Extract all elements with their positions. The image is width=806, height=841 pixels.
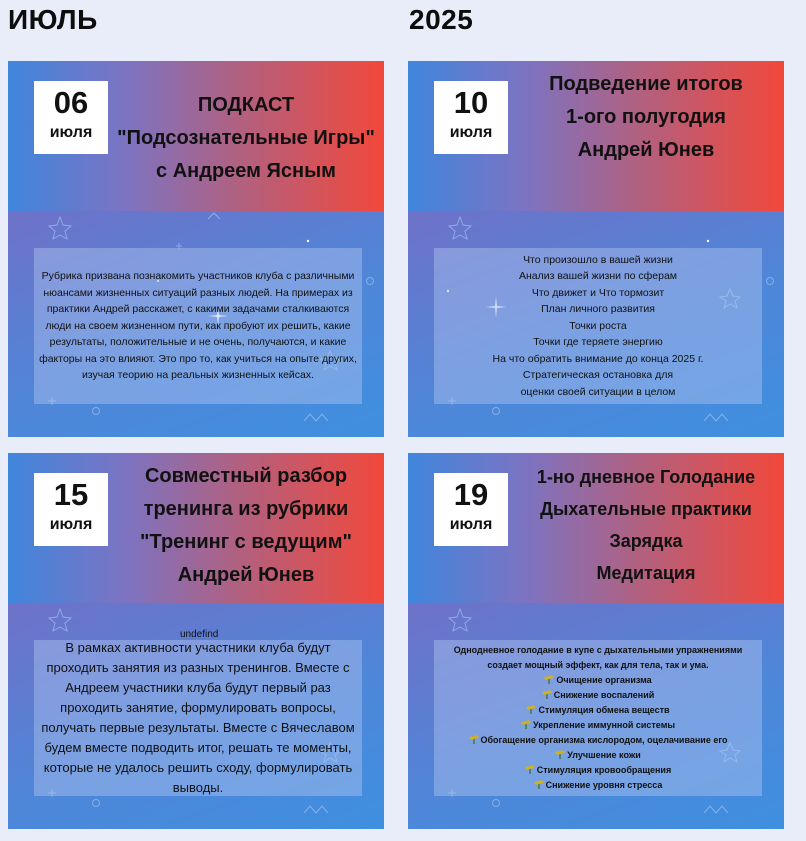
date-month: июля xyxy=(449,124,493,141)
title-line: "Тренинг с ведущим" xyxy=(140,531,352,553)
benefits-list xyxy=(469,673,728,793)
title-line: с Андреем Ясным xyxy=(156,159,336,182)
benefit-item xyxy=(469,748,728,763)
undefined-note: undefind xyxy=(180,629,219,640)
benefit-text: Снижение воспалений xyxy=(553,690,655,700)
event-card-1[interactable] xyxy=(8,61,384,437)
date-badge xyxy=(434,473,508,546)
title-line: Андрей Юнев xyxy=(577,139,715,161)
benefit-item xyxy=(469,763,728,778)
benefit-item xyxy=(469,703,728,718)
benefit-item xyxy=(469,688,728,703)
description-line: Стратегическая остановка для xyxy=(522,369,674,382)
benefit-item xyxy=(469,733,728,748)
event-title xyxy=(508,61,784,218)
benefit-item xyxy=(469,778,728,793)
date-day: 19 xyxy=(453,477,489,512)
title-line: тренинга из рубрики xyxy=(143,498,349,520)
title-line: 1-но дневное Голодание xyxy=(536,467,756,487)
sprout-icon xyxy=(526,704,536,714)
description-text: В рамках активности участники клуба будут проходить занятия из разных тренингов. Вместе с Андреем участники клуба будут первый раз проходить занятие, формулировать вопросы, получать первые результаты. Вместе с Вячеславом будем вместе подводить итог, решать те моменты, которые не удалось решить сходу, формулировать выводы. xyxy=(41,640,355,795)
sprout-icon xyxy=(521,719,531,729)
date-month: июля xyxy=(49,124,93,141)
description-line: Точки роста xyxy=(569,319,627,332)
title-line: Дыхательные практики xyxy=(540,499,752,519)
date-day: 10 xyxy=(453,85,489,120)
event-card-4[interactable] xyxy=(408,453,784,829)
description-text: Рубрика призвана познакомить участников клуба с различными нюансами жизненных ситуаций разных людей. На примерах из практики Андрей расскажет, с какими задачами сталкиваются люди на своем жизненном пути, как пробуют их решить, какие результаты, положительные и не очень, получаются, и какие факторы на это влияют. Это про то, как учиться на опыте других, изучая теорию на реальных жизненных кейсах. xyxy=(39,270,357,382)
date-day: 15 xyxy=(53,477,89,512)
event-description xyxy=(434,248,762,404)
year-heading: 2025 xyxy=(409,4,474,35)
title-line: "Подсознательные Игры" xyxy=(117,126,375,149)
benefit-text: Снижение уровня стресса xyxy=(545,780,663,790)
event-title xyxy=(508,453,784,611)
event-description xyxy=(434,640,762,796)
description-line: оценки своей ситуации в целом xyxy=(520,385,676,398)
benefit-item xyxy=(469,718,728,733)
description-line: Что движет и Что тормозит xyxy=(531,286,665,299)
sprout-icon xyxy=(534,779,544,789)
date-badge xyxy=(434,81,508,154)
benefit-text: Укрепление иммунной системы xyxy=(532,720,676,730)
description-line: Точки где теряете энергию xyxy=(533,336,663,349)
sprout-icon xyxy=(525,764,535,774)
sprout-icon xyxy=(542,689,552,699)
event-title xyxy=(108,61,384,213)
title-line: Андрей Юнев xyxy=(177,564,315,586)
date-badge xyxy=(34,81,108,154)
title-line: Медитация xyxy=(596,563,696,583)
benefit-text: Обогащение организма кислородом, оцелачивание его xyxy=(480,735,728,745)
title-line: ПОДКАСТ xyxy=(197,93,295,116)
event-description xyxy=(34,248,362,404)
date-month: июля xyxy=(49,516,93,533)
date-day: 06 xyxy=(53,85,89,120)
description-line: Анализ вашей жизни по сферам xyxy=(518,270,678,283)
description-line: На что обратить внимание до конца 2025 г. xyxy=(492,352,704,365)
month-heading: ИЮЛЬ xyxy=(8,4,98,35)
title-line: 1-ого полугодия xyxy=(566,106,726,128)
description-lead: Однодневное голодание в купе с дыхательными упражнениями создает мощный эффект, как для тела, так и ума. xyxy=(453,645,743,670)
title-line: Совместный разбор xyxy=(144,465,348,487)
event-card-2[interactable] xyxy=(408,61,784,437)
description-line: Что произошло в вашей жизни xyxy=(523,253,673,266)
date-month: июля xyxy=(449,516,493,533)
benefit-text: Стимуляция обмена веществ xyxy=(538,705,670,715)
benefit-text: Стимуляция кровообращения xyxy=(536,765,672,775)
event-description xyxy=(34,640,362,796)
sprout-icon xyxy=(469,734,479,744)
benefit-item xyxy=(469,673,728,688)
date-badge xyxy=(34,473,108,546)
sprout-icon xyxy=(555,749,565,759)
benefit-text: Очищение организма xyxy=(556,675,652,685)
description-line: План личного развития xyxy=(541,303,655,316)
sprout-icon xyxy=(544,674,554,684)
title-line: Зарядка xyxy=(609,531,683,551)
event-card-3[interactable] xyxy=(8,453,384,829)
event-title xyxy=(108,453,384,610)
title-line: Подведение итогов xyxy=(549,73,743,95)
benefit-text: Улучшение кожи xyxy=(567,750,641,760)
